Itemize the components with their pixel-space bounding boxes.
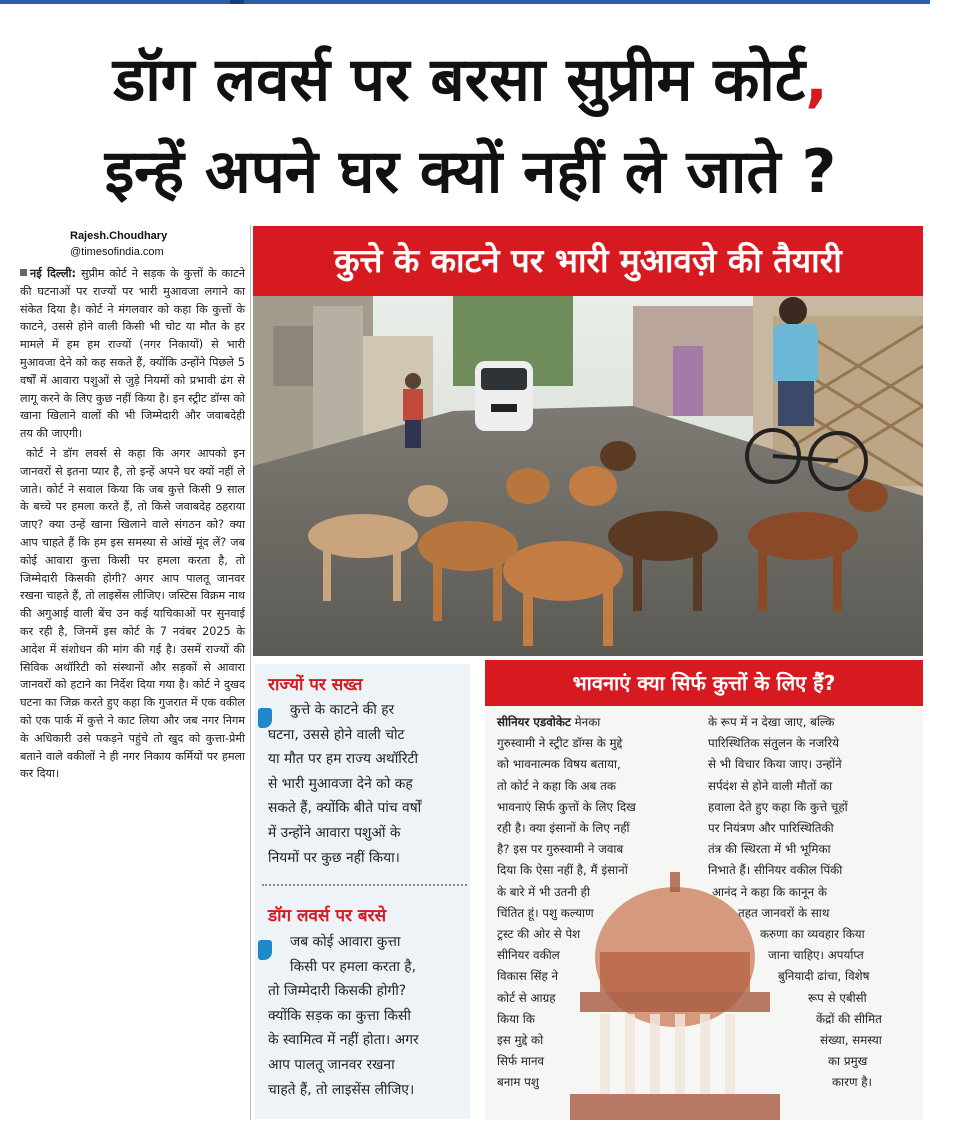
emotions-column-1-line: गुरुस्वामी ने स्ट्रीट डॉग्स के मुद्दे	[497, 736, 623, 751]
street-dogs-photo-illustration	[253, 296, 923, 656]
emotions-column-2-line: करुणा का व्यवहार किया	[760, 927, 865, 942]
sidebar-text-1-line: कुत्ते के काटने की हर	[290, 702, 395, 718]
bullet-square-icon	[20, 269, 27, 276]
emotions-column-1-line: इस मुद्दे को	[497, 1033, 544, 1048]
emotions-column-1-line: रही है। क्या इंसानों के लिए नहीं	[497, 821, 630, 836]
emotions-column-1-line: को भावनात्मक विषय बताया,	[497, 757, 621, 772]
dateline: नई दिल्ली:	[30, 267, 76, 280]
column-divider	[250, 225, 251, 1120]
sidebar-text-2-line: आप पालतू जानवर रखना	[268, 1056, 395, 1073]
emotions-column-2-line: का प्रमुख	[828, 1054, 868, 1069]
sidebar-text-1	[268, 698, 468, 870]
emotions-column-2-line: हवाला देते हुए कहा कि कुत्ते चूहों	[708, 799, 848, 814]
emotions-column-2-line: तहत जानवरों के साथ	[738, 905, 830, 920]
sidebar-text-1-line: नियमों पर कुछ नहीं किया।	[268, 849, 400, 866]
headline-line-2: इन्हें अपने घर क्यों नहीं ले जाते ?	[104, 137, 837, 207]
headline-line-1-text: डॉग लवर्स पर बरसा सुप्रीम कोर्ट	[113, 45, 806, 115]
sidebar-text-1-line: या मौत पर हम राज्य अथॉरिटी	[268, 751, 419, 768]
emotions-column-2-line: पारिस्थितिक संतुलन के नजरिये	[708, 736, 840, 751]
emotions-column-2-line: सर्पदंश से होने वाली मौतों का	[708, 778, 833, 793]
sidebar-text-2	[268, 930, 468, 1102]
emotions-column-2-line: रूप से एबीसी	[808, 990, 867, 1005]
emotions-column-1-line: सीनियर वकील	[497, 948, 560, 963]
sidebar-text-1-line: घटना, उससे होने वाली चोट	[268, 726, 405, 743]
page-edge	[930, 0, 970, 1130]
sidebar-text-2-line: क्योंकि सड़क का कुत्ता किसी	[268, 1007, 411, 1024]
emotions-column-2-line: के रूप में न देखा जाए, बल्कि	[708, 715, 835, 729]
sidebar-text-1-line: सकते हैं, क्योंकि बीते पांच वर्षों	[268, 800, 422, 817]
headline-comma: ,	[805, 45, 828, 115]
emotions-column-1-line: विकास सिंह ने	[497, 969, 559, 984]
emotions-column-2	[708, 712, 918, 1094]
headline	[18, 34, 923, 218]
byline-name: Rajesh.Choudhary	[70, 230, 168, 242]
emotions-column-1-line: कोर्ट से आग्रह	[497, 990, 556, 1005]
byline-handle: @timesofindia.com	[70, 246, 164, 258]
sidebar-text-2-line: जब कोई आवारा कुत्ता	[290, 934, 401, 950]
emotions-column-1-line: तो कोर्ट ने कहा कि अब तक	[497, 778, 616, 793]
top-rule	[0, 0, 930, 4]
emotions-column-2-line: तंत्र की स्थिरता में भी भूमिका	[708, 842, 831, 857]
article-paragraph-1-text: सुप्रीम कोर्ट ने सड़क के कुत्तों के काटने की घटनाओं पर राज्यों पर भारी मुआवजा लगाने का संकेत दिया है। कोर्ट ने मंगलवार को कहा कि कुत्तों के काटने, उससे होने वाली किसी भी चोट या मौत के हर मामले में हम हम राज्यों (नगर निकायों) से भारी मुआवजा देने को कह सकते हैं, क्योंकि उन्होंने पिछले 5 वर्षों में आवारा पशुओं से जुड़े नियमों को प्रभावी ढंग से लागू करने के लिए कुछ नहीं किया है। इन स्ट्रीट डॉग्स को खाना खिलाने वालों की भी जिम्मेदारी और जवाबदेही तय की जाएगी।	[20, 267, 245, 441]
emotions-column-2-line: केंद्रों की सीमित	[816, 1011, 882, 1026]
emotions-column-2-line: संख्या, समस्या	[820, 1033, 882, 1048]
emotions-column-2-line: जाना चाहिए। अपर्याप्त	[768, 948, 864, 963]
main-banner-text: कुत्ते के काटने पर भारी मुआवज़े की तैयारी	[334, 241, 842, 280]
sidebar-text-2-line: किसी पर हमला करता है,	[290, 958, 416, 975]
emotions-column-1-line: किया कि	[497, 1011, 535, 1026]
sidebar-separator	[262, 884, 467, 886]
emotions-column-2-line: से भी विचार किया जाए। उन्होंने	[708, 757, 842, 772]
emotions-column-1-line: सिर्फ मानव	[497, 1054, 545, 1069]
emotions-column-1	[497, 712, 687, 1094]
article-paragraph-2: कोर्ट ने डॉग लवर्स से कहा कि अगर आपको इन जानवरों से इतना प्यार है, तो इन्हें अपने घर क्यों नहीं ले जाते। कोर्ट ने सवाल किया कि जब कुत्ते किसी 9 साल के बच्चे पर हमला करते हैं, तो किसे जवाबदेह ठहराया जाए? क्या उन्हें खाना खिलाने वाले संगठन को? क्या आप चाहते हैं कि हम इस समस्या से आंखें मूंद लें? जब कोई आवारा कुत्ता किसी पर हमला करता है, तो जिम्मेदारी किसकी होगी? अगर आप पालतू जानवर रखना चाहते हैं, तो लाइसेंस लीजिए। जस्टिस विक्रम नाथ की अगुआई वाली बेंच उन कई याचिकाओं पर सुनवाई कर रही है, जिनमें इस कोर्ट के 7 नवंबर 2025 के आदेश में संशोधन की मांग की गई है। उसमें राज्यों की सिविक अथॉरिटी को संस्थानों और सड़कों से आवारा जानवरों को हटाने का निर्देश दिया गया है। कोर्ट ने दुखद घटना का जिक्र करते हुए कहा कि गुजरात में एक वकील को एक पार्क में कुत्ते ने काट लिया और जब नगर निगम के अधिकारी उसे पकड़ने पहुंचे तो खुद को कुत्ता-प्रेमी बताने वाले वकीलों ने ही नगर निकाय कर्मियों पर हमला कर दिया।	[20, 446, 245, 781]
article-paragraph-1	[20, 265, 245, 443]
emotions-column-2-line: पर नियंत्रण और पारिस्थितिकी	[708, 821, 834, 836]
sidebar-heading-1: राज्यों पर सख्त	[268, 675, 363, 695]
headline-line-1	[18, 34, 923, 126]
emotions-heading: भावनाएं क्या सिर्फ कुत्तों के लिए हैं?	[572, 671, 836, 695]
sidebar-text-1-line: से भारी मुआवजा देने को कह	[268, 775, 413, 792]
sidebar-text-2-line: के स्वामित्व में नहीं होता। अगर	[268, 1032, 419, 1049]
sidebar-text-2-line: तो जिम्मेदारी किसकी होगी?	[268, 983, 407, 1000]
sidebar-text-1-line: में उन्होंने आवारा पशुओं के	[268, 824, 401, 841]
article-body	[20, 265, 245, 785]
sidebar-heading-2: डॉग लवर्स पर बरसे	[268, 906, 387, 926]
sidebar-text-2-line: चाहते हैं, तो लाइसेंस लीजिए।	[268, 1081, 415, 1098]
emotions-column-1-line: बनाम पशु	[497, 1075, 539, 1090]
emotions-column-1-line: के बारे में भी उतनी ही	[497, 884, 590, 899]
emotions-column-1-line: भावनाएं सिर्फ कुत्तों के लिए दिख	[497, 799, 636, 814]
byline	[70, 228, 240, 260]
emotions-column-1-line: ट्रस्ट की ओर से पेश	[497, 927, 581, 942]
emotions-column-2-line: कारण है।	[832, 1075, 872, 1090]
emotions-column-1-line: है? इस पर गुरुस्वामी ने जवाब	[497, 842, 624, 857]
emotions-column-2-line: बुनियादी ढांचा, विशेष	[778, 969, 870, 984]
emotions-column-2-line: निभाते हैं। सीनियर वकील पिंकी	[708, 863, 843, 878]
emotions-column-1-line: सीनियर एडवोकेट मेनका	[497, 715, 601, 729]
emotions-column-1-line: दिया कि ऐसा नहीं है, मैं इंसानों	[497, 863, 628, 878]
emotions-column-1-line: चिंतित हूं। पशु कल्याण	[497, 905, 594, 920]
emotions-column-2-line: आनंद ने कहा कि कानून के	[712, 884, 827, 899]
street-dogs-photo	[253, 296, 923, 656]
